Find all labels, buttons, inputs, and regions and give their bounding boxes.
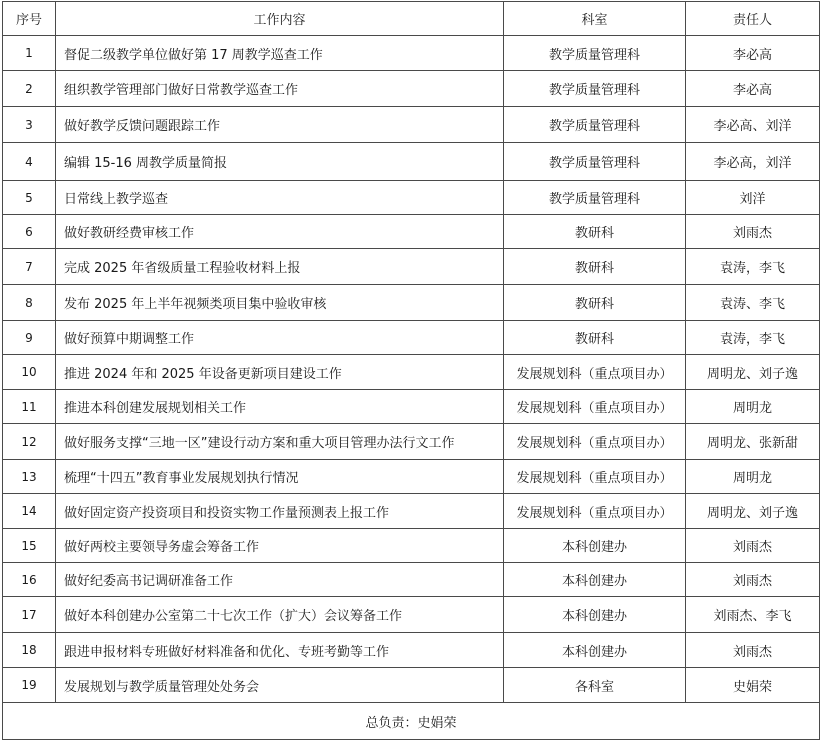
row-content: 发展规划与教学质量管理处处务会 [56, 668, 504, 703]
row-content: 做好固定资产投资项目和投资实物工作量预测表上报工作 [56, 494, 504, 529]
row-owner: 李必高，刘洋 [686, 143, 820, 181]
table-row [3, 529, 820, 563]
table-row [3, 36, 820, 71]
row-department: 发展规划科（重点项目办） [504, 390, 686, 424]
table-row [3, 321, 820, 355]
row-content: 做好预算中期调整工作 [56, 321, 504, 355]
row-index: 5 [3, 181, 56, 215]
row-department: 教研科 [504, 321, 686, 355]
table-row [3, 215, 820, 249]
row-owner: 周明龙、刘子逸 [686, 494, 820, 529]
work-schedule-table [2, 1, 820, 740]
row-index: 8 [3, 285, 56, 321]
row-content: 日常线上教学巡查 [56, 181, 504, 215]
row-owner: 周明龙、刘子逸 [686, 355, 820, 390]
table-row [3, 249, 820, 285]
row-index: 9 [3, 321, 56, 355]
row-department: 教学质量管理科 [504, 181, 686, 215]
row-content: 推进 2024 年和 2025 年设备更新项目建设工作 [56, 355, 504, 390]
row-department: 教学质量管理科 [504, 36, 686, 71]
row-content: 督促二级教学单位做好第 17 周教学巡查工作 [56, 36, 504, 71]
table-row [3, 143, 820, 181]
row-index: 19 [3, 668, 56, 703]
header-department: 科室 [504, 2, 686, 36]
header-content: 工作内容 [56, 2, 504, 36]
row-department: 本科创建办 [504, 597, 686, 633]
overall-responsible: 总负责：史娟荣 [3, 703, 820, 740]
row-index: 3 [3, 107, 56, 143]
row-department: 教研科 [504, 285, 686, 321]
row-index: 1 [3, 36, 56, 71]
table-row [3, 460, 820, 494]
row-content: 做好纪委高书记调研准备工作 [56, 563, 504, 597]
row-content: 编辑 15-16 周教学质量简报 [56, 143, 504, 181]
table-row [3, 285, 820, 321]
table-row [3, 107, 820, 143]
row-index: 6 [3, 215, 56, 249]
row-content: 跟进申报材料专班做好材料准备和优化、专班考勤等工作 [56, 633, 504, 668]
row-index: 11 [3, 390, 56, 424]
table-row [3, 597, 820, 633]
row-department: 教研科 [504, 215, 686, 249]
table-row [3, 71, 820, 107]
table-body [3, 36, 820, 703]
row-department: 本科创建办 [504, 633, 686, 668]
row-content: 做好教学反馈问题跟踪工作 [56, 107, 504, 143]
row-department: 各科室 [504, 668, 686, 703]
header-row [3, 2, 820, 36]
row-owner: 袁涛，李飞 [686, 249, 820, 285]
row-index: 18 [3, 633, 56, 668]
row-index: 12 [3, 424, 56, 460]
row-department: 发展规划科（重点项目办） [504, 424, 686, 460]
row-department: 本科创建办 [504, 563, 686, 597]
table-row [3, 494, 820, 529]
row-index: 4 [3, 143, 56, 181]
row-owner: 李必高 [686, 71, 820, 107]
row-index: 16 [3, 563, 56, 597]
row-content: 完成 2025 年省级质量工程验收材料上报 [56, 249, 504, 285]
row-department: 本科创建办 [504, 529, 686, 563]
row-content: 推进本科创建发展规划相关工作 [56, 390, 504, 424]
row-index: 7 [3, 249, 56, 285]
row-owner: 刘雨杰 [686, 563, 820, 597]
row-index: 15 [3, 529, 56, 563]
row-index: 10 [3, 355, 56, 390]
row-index: 14 [3, 494, 56, 529]
row-department: 教学质量管理科 [504, 143, 686, 181]
row-index: 2 [3, 71, 56, 107]
row-department: 发展规划科（重点项目办） [504, 355, 686, 390]
row-owner: 刘雨杰 [686, 633, 820, 668]
row-content: 做好服务支撑“三地一区”建设行动方案和重大项目管理办法行文工作 [56, 424, 504, 460]
table-row [3, 563, 820, 597]
row-content: 做好本科创建办公室第二十七次工作（扩大）会议筹备工作 [56, 597, 504, 633]
row-owner: 刘雨杰 [686, 529, 820, 563]
row-index: 17 [3, 597, 56, 633]
row-department: 发展规划科（重点项目办） [504, 494, 686, 529]
row-owner: 刘雨杰 [686, 215, 820, 249]
row-content: 做好教研经费审核工作 [56, 215, 504, 249]
row-department: 教研科 [504, 249, 686, 285]
header-index: 序号 [3, 2, 56, 36]
header-owner: 责任人 [686, 2, 820, 36]
row-department: 发展规划科（重点项目办） [504, 460, 686, 494]
table-row [3, 424, 820, 460]
row-owner: 袁涛，李飞 [686, 321, 820, 355]
row-owner: 李必高 [686, 36, 820, 71]
row-owner: 刘雨杰、李飞 [686, 597, 820, 633]
table-row [3, 390, 820, 424]
table-row [3, 633, 820, 668]
row-content: 发布 2025 年上半年视频类项目集中验收审核 [56, 285, 504, 321]
table-row [3, 668, 820, 703]
row-owner: 周明龙 [686, 390, 820, 424]
row-index: 13 [3, 460, 56, 494]
row-owner: 周明龙、张新甜 [686, 424, 820, 460]
row-owner: 李必高、刘洋 [686, 107, 820, 143]
row-content: 组织教学管理部门做好日常教学巡查工作 [56, 71, 504, 107]
row-content: 梳理“十四五”教育事业发展规划执行情况 [56, 460, 504, 494]
row-department: 教学质量管理科 [504, 71, 686, 107]
row-content: 做好两校主要领导务虚会筹备工作 [56, 529, 504, 563]
row-owner: 史娟荣 [686, 668, 820, 703]
row-owner: 刘洋 [686, 181, 820, 215]
row-owner: 袁涛、李飞 [686, 285, 820, 321]
footer-row [3, 703, 820, 740]
row-department: 教学质量管理科 [504, 107, 686, 143]
table-row [3, 355, 820, 390]
table-row [3, 181, 820, 215]
row-owner: 周明龙 [686, 460, 820, 494]
